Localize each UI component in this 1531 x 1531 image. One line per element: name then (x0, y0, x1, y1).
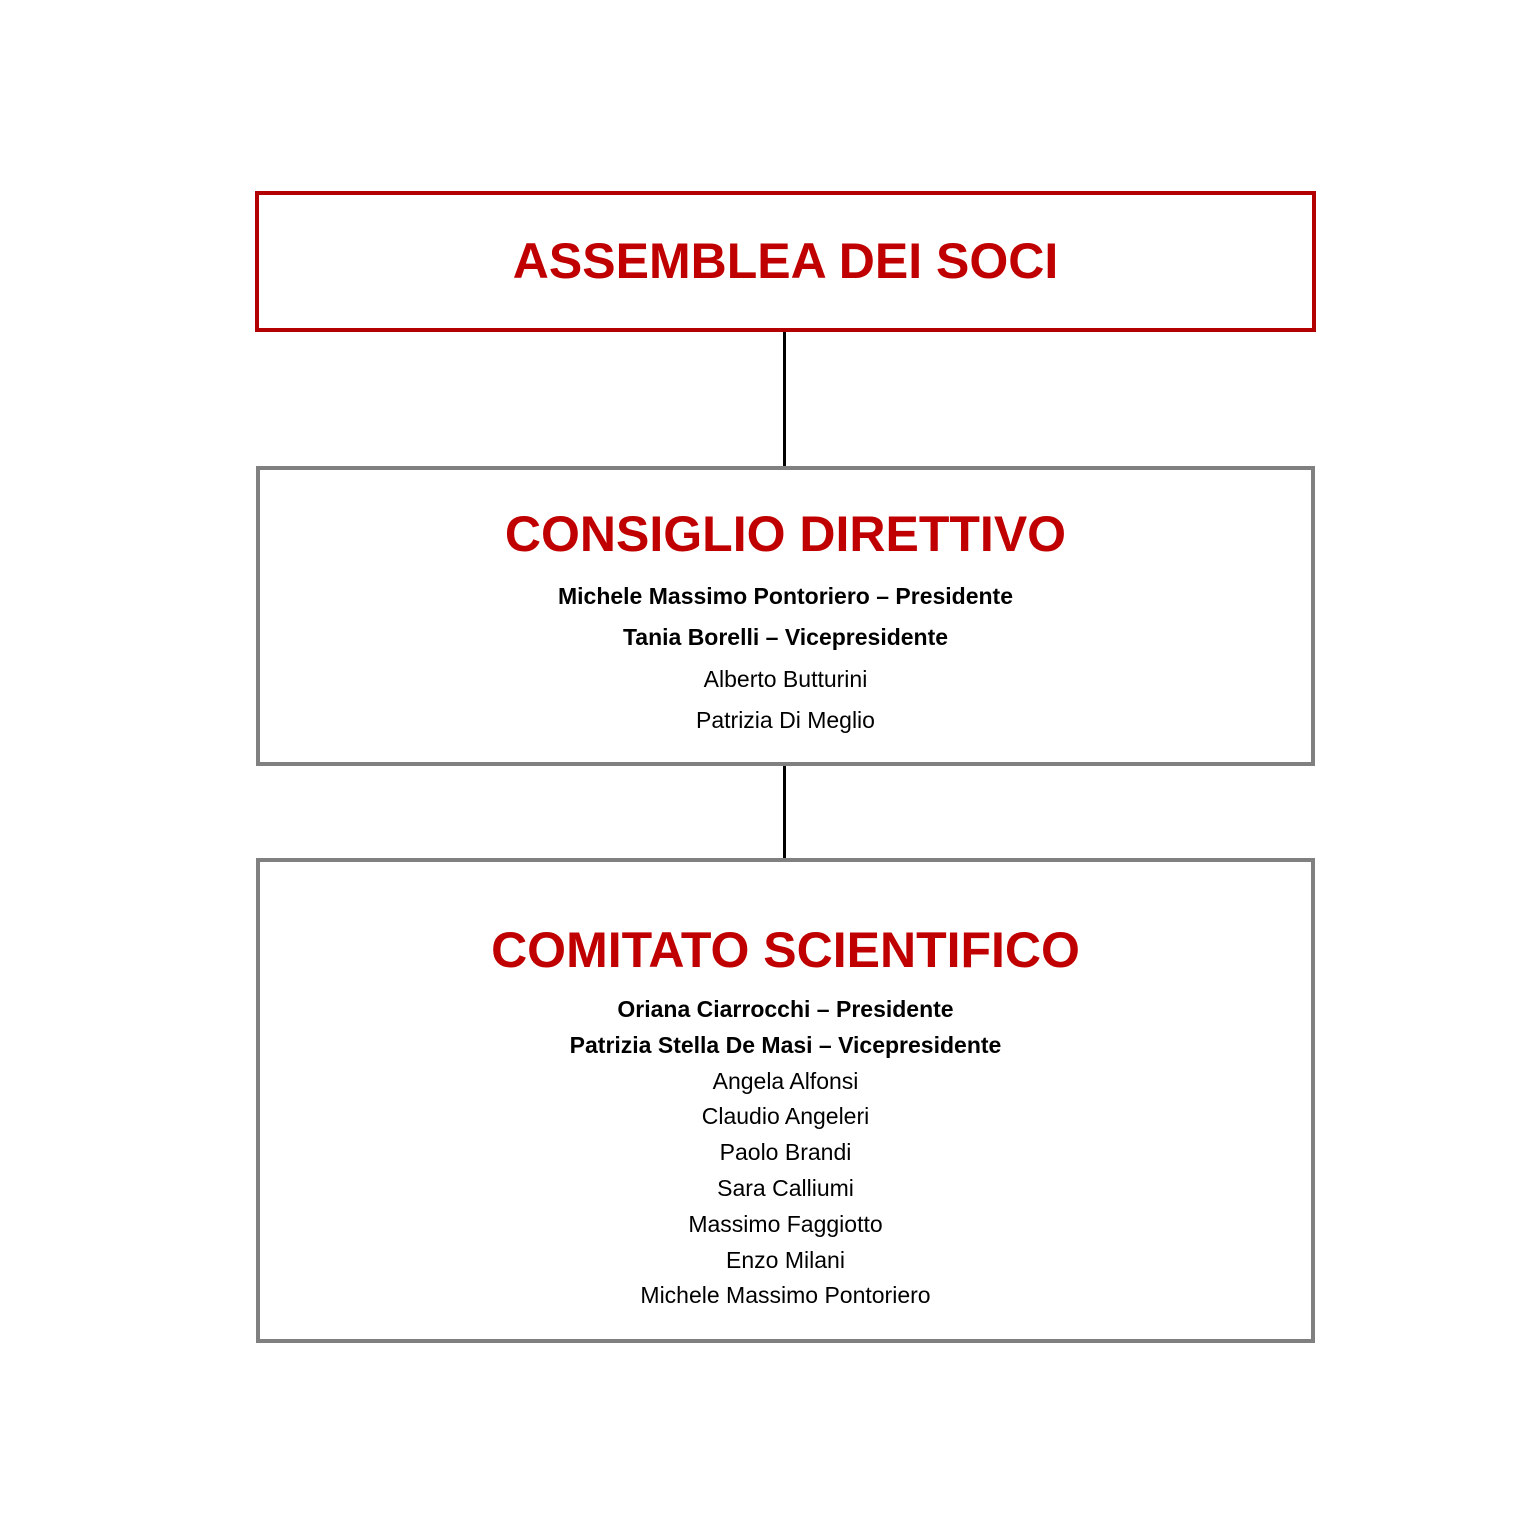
connector-assemblea-consiglio (783, 332, 786, 466)
comitato-member: Patrizia Stella De Masi – Vicepresidente (569, 1031, 1002, 1058)
consiglio-member: Alberto Butturini (703, 665, 868, 692)
comitato-members-list (260, 992, 1311, 1314)
assemblea-box (255, 191, 1316, 332)
connector-consiglio-comitato (783, 766, 786, 858)
assemblea-title: ASSEMBLEA DEI SOCI (512, 233, 1059, 289)
consiglio-member: Patrizia Di Meglio (696, 706, 875, 733)
comitato-member: Enzo Milani (726, 1246, 845, 1273)
comitato-member: Angela Alfonsi (712, 1067, 859, 1094)
consiglio-box (256, 466, 1315, 766)
comitato-member: Michele Massimo Pontoriero (640, 1282, 931, 1309)
comitato-member: Sara Calliumi (717, 1174, 854, 1201)
consiglio-members-list (260, 576, 1311, 741)
comitato-title: COMITATO SCIENTIFICO (491, 922, 1080, 978)
consiglio-title: CONSIGLIO DIRETTIVO (504, 506, 1067, 562)
comitato-member: Massimo Faggiotto (688, 1210, 883, 1237)
comitato-member: Oriana Ciarrocchi – Presidente (617, 996, 954, 1022)
comitato-box (256, 858, 1315, 1343)
consiglio-member: Tania Borelli – Vicepresidente (622, 624, 949, 651)
comitato-member: Claudio Angeleri (701, 1103, 870, 1130)
comitato-member: Paolo Brandi (719, 1139, 852, 1166)
consiglio-member: Michele Massimo Pontoriero – Presidente (557, 583, 1014, 609)
